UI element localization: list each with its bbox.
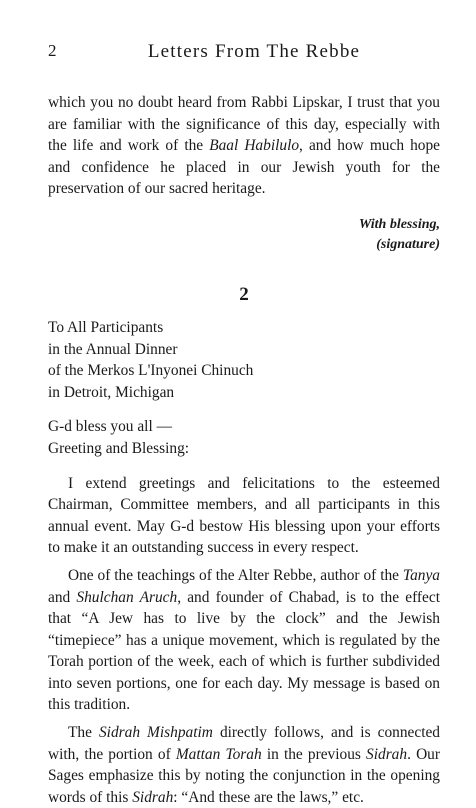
address-line: To All Participants xyxy=(48,318,164,336)
text-run: in the previous xyxy=(261,745,367,763)
italic-term: Tanya xyxy=(402,566,440,584)
text-run: The xyxy=(68,724,99,742)
text-run: One of the teachings of the Alter Rebbe, author of the xyxy=(68,566,403,584)
letter-signoff xyxy=(48,215,440,255)
text-run: and xyxy=(48,588,77,606)
text-run: , and how much hope and confidence he placed in our Jewish youth for the preservation of our sacred heritage. xyxy=(48,137,440,198)
italic-term: Baal Habilulo xyxy=(209,137,300,155)
italic-term: Sidrah xyxy=(132,788,174,806)
italic-term: Shulchan Aruch xyxy=(76,588,178,606)
book-page xyxy=(48,38,440,808)
letter-address xyxy=(48,317,440,403)
letter-number-heading: 2 xyxy=(239,283,249,305)
body-paragraph-1: I extend greetings and felicitations to the esteemed Chairman, Committee members, and all participants in this annual event. May G-d bestow His blessing upon your efforts to make it an outstanding success in every respect. xyxy=(48,474,440,557)
text-run: which you no doubt heard from Rabbi Lipskar, I trust that you are familiar with the significance of this day, especially with the life and work of the xyxy=(48,94,440,155)
closing-line: With blessing, xyxy=(358,216,440,232)
signature-note: (signature) xyxy=(376,236,440,252)
greeting-line: G-d bless you all — xyxy=(48,418,172,436)
page-number: 2 xyxy=(48,41,57,60)
italic-term: Sidrah Mishpatim xyxy=(98,724,213,742)
italic-term: Mattan Torah xyxy=(175,745,262,763)
page-header xyxy=(48,38,440,66)
italic-term: Sidrah xyxy=(366,745,408,763)
running-title: Letters From The Rebbe xyxy=(147,41,361,62)
address-line: in Detroit, Michigan xyxy=(48,383,175,401)
address-line: of the Merkos L'Inyonei Chinuch xyxy=(48,362,254,380)
body-paragraph-3 xyxy=(48,722,440,808)
body-paragraph-2 xyxy=(48,565,440,716)
continued-paragraph xyxy=(48,92,440,200)
letter-greeting xyxy=(48,416,440,459)
text-run: : “And these are the laws,” etc. xyxy=(173,788,364,806)
address-line: in the Annual Dinner xyxy=(48,340,178,358)
text-run: . Our Sages emphasize this by noting the conjunction in the opening words of this xyxy=(48,745,441,806)
text-run: directly follows, and is connected with, the portion of xyxy=(48,724,440,763)
greeting-line: Greeting and Blessing: xyxy=(48,439,190,457)
text-run: , and founder of Chabad, is to the effect that “A Jew has to live by the clock” and the Jewish “timepiece” has a unique movement, which is regulated by the Torah portion of the week, each of which is further subdivided into seven portions, one for each day. My message is based on this tradition. xyxy=(48,588,440,714)
